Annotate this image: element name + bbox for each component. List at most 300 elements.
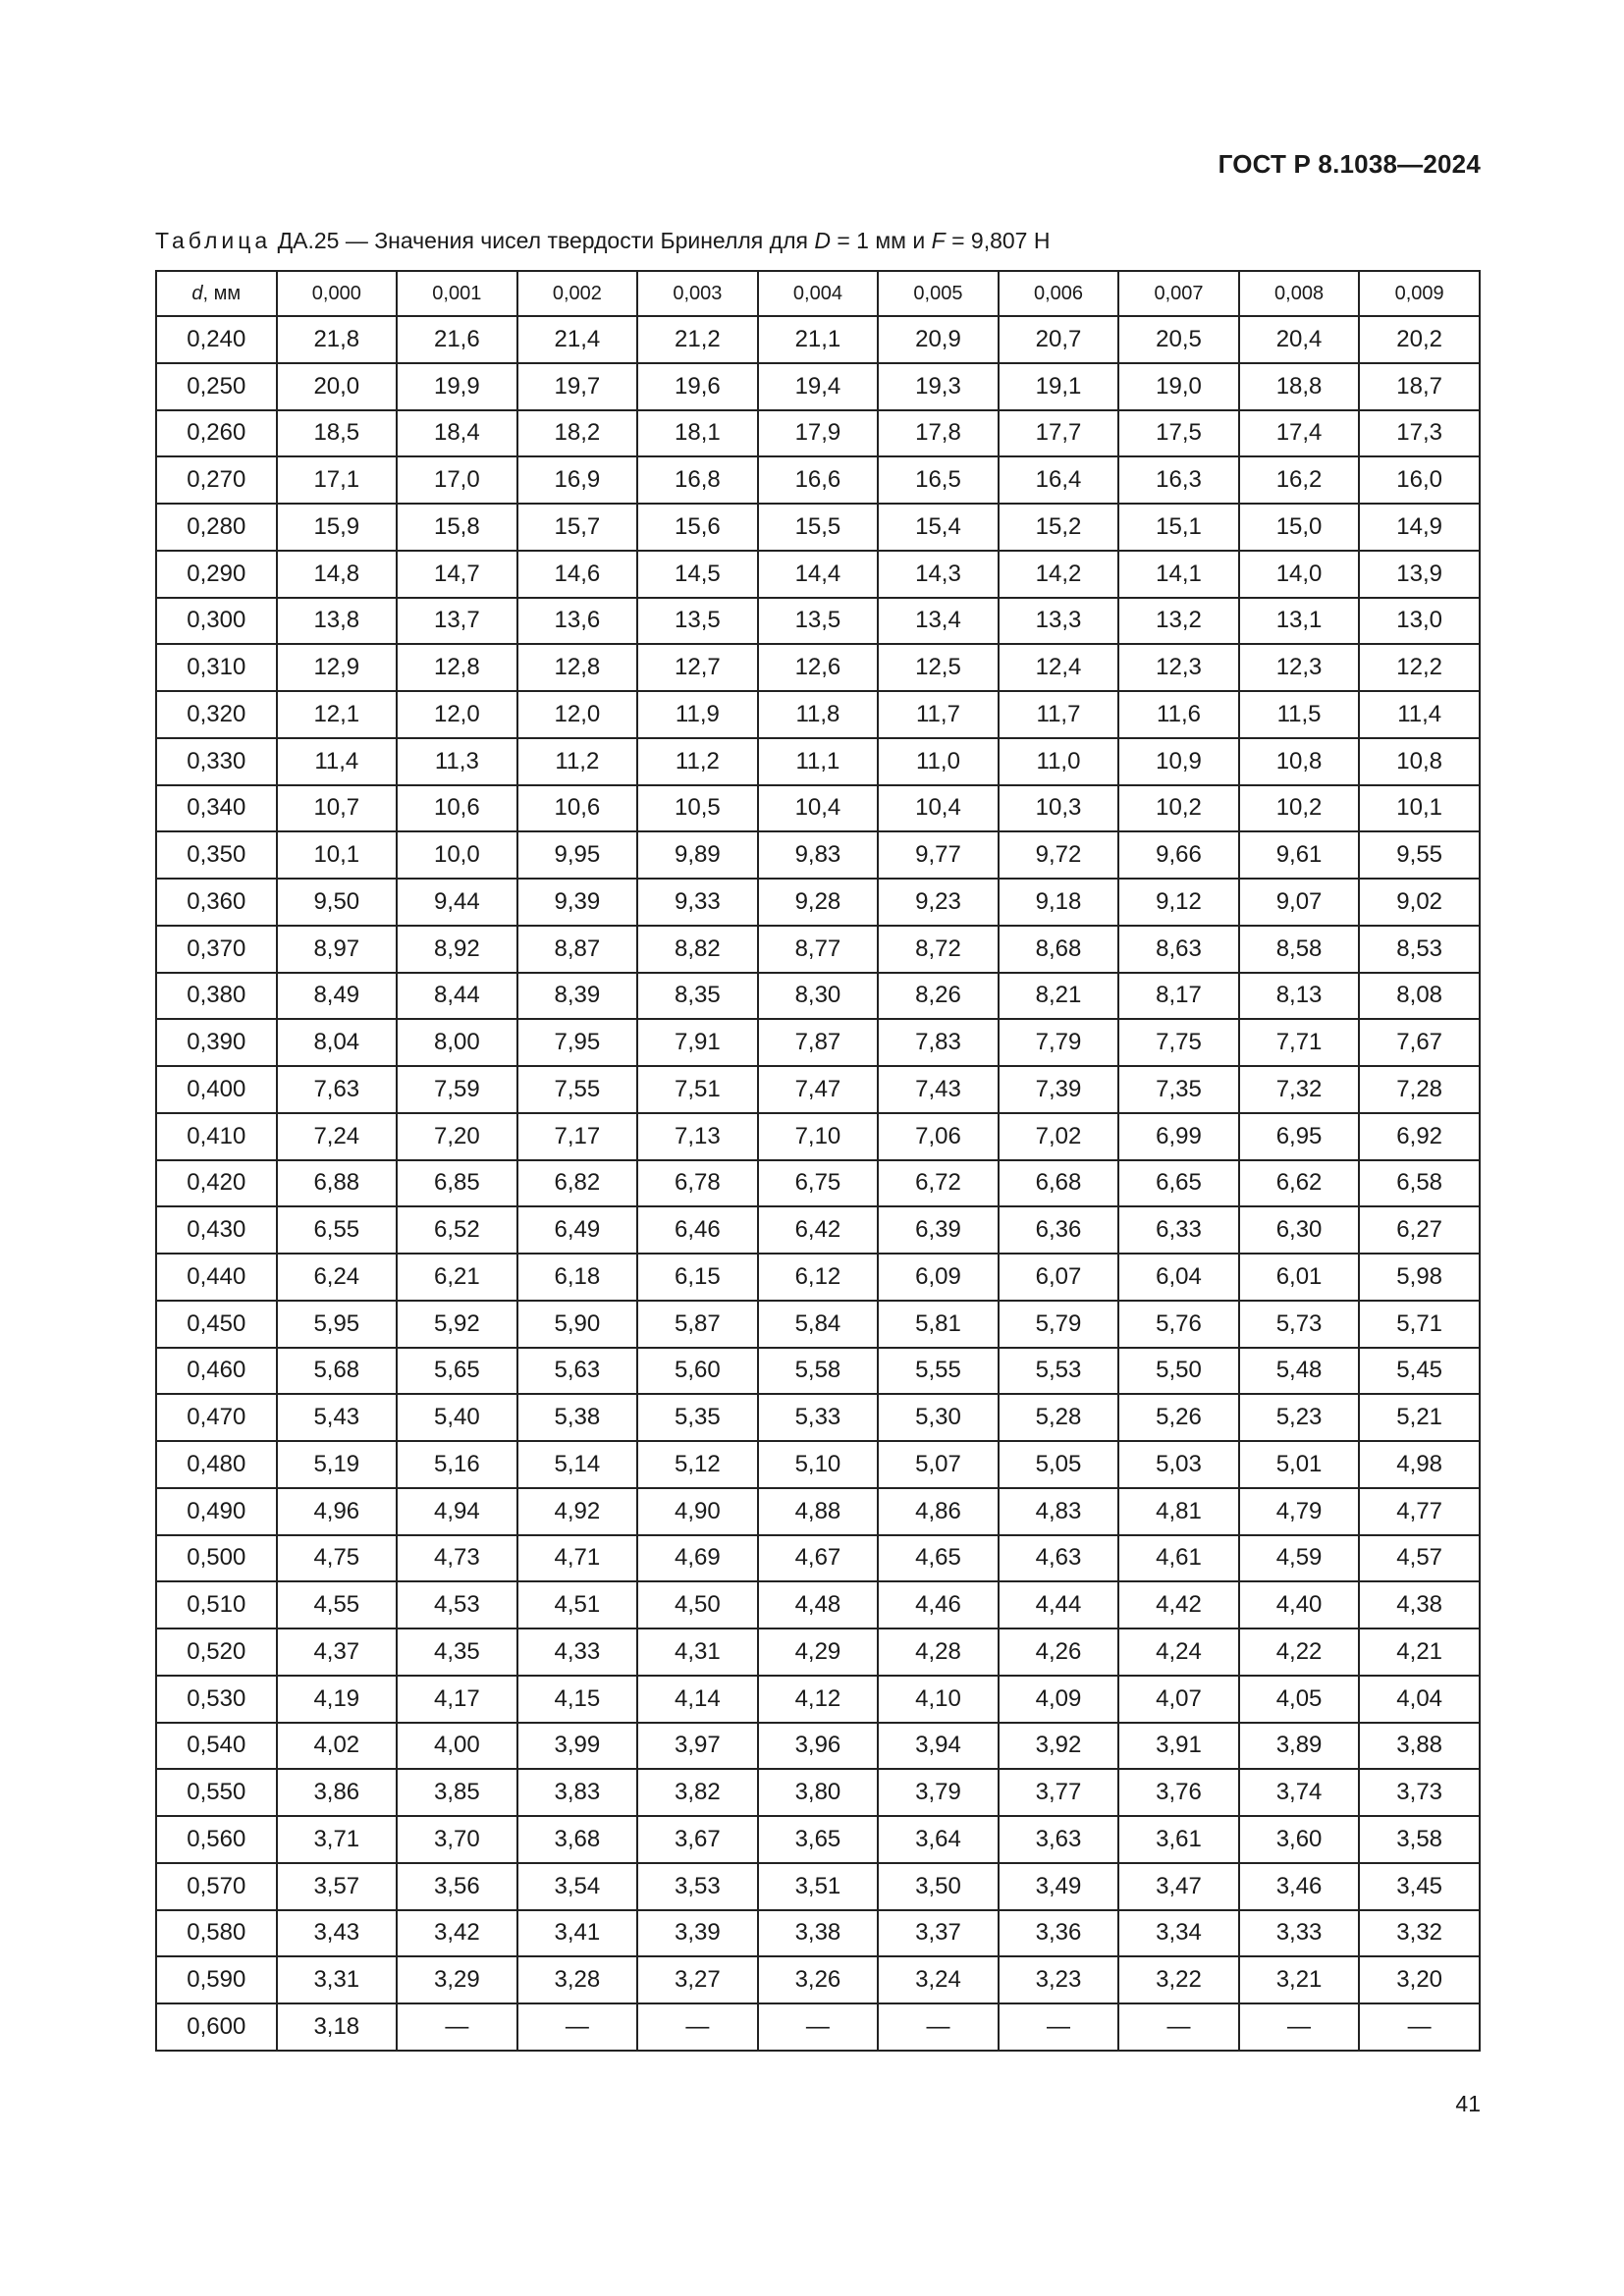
table-row — [156, 1629, 1480, 1676]
hardness-value-cell: 3,57 — [277, 1863, 398, 1910]
hardness-value-cell: 21,1 — [758, 316, 879, 363]
hardness-value-cell: 9,61 — [1239, 831, 1360, 879]
hardness-value-cell: 14,5 — [637, 551, 758, 598]
hardness-value-cell: 12,0 — [397, 691, 517, 738]
hardness-value-cell: 13,4 — [878, 598, 999, 645]
hardness-value-cell: 4,10 — [878, 1676, 999, 1723]
column-header: 0,006 — [999, 271, 1119, 316]
table-row — [156, 598, 1480, 645]
table-row — [156, 1676, 1480, 1723]
row-diameter-cell: 0,600 — [156, 2003, 277, 2051]
table-row — [156, 1394, 1480, 1441]
row-diameter-cell: 0,560 — [156, 1816, 277, 1863]
hardness-value-cell: 11,8 — [758, 691, 879, 738]
header-diameter — [156, 271, 277, 316]
hardness-value-cell: 6,62 — [1239, 1160, 1360, 1207]
hardness-value-cell: 6,68 — [999, 1160, 1119, 1207]
hardness-value-cell: 3,99 — [517, 1723, 638, 1770]
hardness-value-cell: 6,27 — [1359, 1206, 1480, 1254]
hardness-value-cell: 4,38 — [1359, 1581, 1480, 1629]
hardness-value-cell: 14,8 — [277, 551, 398, 598]
hardness-value-cell: 8,35 — [637, 973, 758, 1020]
hardness-value-cell: 3,26 — [758, 1956, 879, 2003]
caption-f-variable: F — [931, 228, 946, 253]
hardness-value-cell: 5,76 — [1118, 1301, 1239, 1348]
hardness-value-cell: 5,84 — [758, 1301, 879, 1348]
hardness-value-cell: 10,0 — [397, 831, 517, 879]
hardness-value-cell: 14,4 — [758, 551, 879, 598]
row-diameter-cell: 0,490 — [156, 1488, 277, 1535]
table-row — [156, 1019, 1480, 1066]
table-row — [156, 1301, 1480, 1348]
column-header: 0,003 — [637, 271, 758, 316]
hardness-value-cell: 7,95 — [517, 1019, 638, 1066]
hardness-value-cell: 3,94 — [878, 1723, 999, 1770]
hardness-value-cell: 9,23 — [878, 879, 999, 926]
hardness-value-cell: 11,9 — [637, 691, 758, 738]
hardness-value-cell: 5,23 — [1239, 1394, 1360, 1441]
hardness-value-cell: 14,7 — [397, 551, 517, 598]
hardness-value-cell: 16,0 — [1359, 456, 1480, 504]
hardness-value-cell: 4,73 — [397, 1535, 517, 1582]
hardness-value-cell: 5,40 — [397, 1394, 517, 1441]
hardness-value-cell: 15,6 — [637, 504, 758, 551]
hardness-value-cell: 12,7 — [637, 644, 758, 691]
hardness-value-cell: 6,78 — [637, 1160, 758, 1207]
hardness-value-cell: 6,85 — [397, 1160, 517, 1207]
hardness-value-cell: 4,07 — [1118, 1676, 1239, 1723]
hardness-value-cell: 19,7 — [517, 363, 638, 410]
hardness-value-cell: 6,52 — [397, 1206, 517, 1254]
hardness-value-cell: 9,28 — [758, 879, 879, 926]
hardness-value-cell: 10,2 — [1118, 785, 1239, 832]
table-row — [156, 1254, 1480, 1301]
hardness-value-cell: 16,8 — [637, 456, 758, 504]
hardness-value-cell: 7,10 — [758, 1113, 879, 1160]
hardness-value-cell: 3,28 — [517, 1956, 638, 2003]
hardness-value-cell: 3,63 — [999, 1816, 1119, 1863]
row-diameter-cell: 0,270 — [156, 456, 277, 504]
hardness-value-cell: 8,68 — [999, 926, 1119, 973]
hardness-value-cell: 5,68 — [277, 1348, 398, 1395]
hardness-value-cell: 12,2 — [1359, 644, 1480, 691]
hardness-value-cell: 8,13 — [1239, 973, 1360, 1020]
hardness-value-cell: 7,59 — [397, 1066, 517, 1113]
hardness-value-cell: 10,5 — [637, 785, 758, 832]
row-diameter-cell: 0,530 — [156, 1676, 277, 1723]
hardness-value-cell: 3,43 — [277, 1910, 398, 1957]
hardness-value-cell: 3,56 — [397, 1863, 517, 1910]
hardness-value-cell: 7,28 — [1359, 1066, 1480, 1113]
hardness-value-cell: 13,3 — [999, 598, 1119, 645]
hardness-value-cell: 7,67 — [1359, 1019, 1480, 1066]
hardness-value-cell: 3,33 — [1239, 1910, 1360, 1957]
hardness-value-cell: 6,36 — [999, 1206, 1119, 1254]
table-row — [156, 1206, 1480, 1254]
hardness-value-cell: 13,9 — [1359, 551, 1480, 598]
hardness-value-cell: 11,7 — [999, 691, 1119, 738]
hardness-value-cell: 6,49 — [517, 1206, 638, 1254]
hardness-value-cell: 7,47 — [758, 1066, 879, 1113]
hardness-value-cell: 10,1 — [1359, 785, 1480, 832]
hardness-value-cell: 12,4 — [999, 644, 1119, 691]
hardness-value-cell: 4,61 — [1118, 1535, 1239, 1582]
row-diameter-cell: 0,290 — [156, 551, 277, 598]
hardness-value-cell: 4,09 — [999, 1676, 1119, 1723]
hardness-value-cell: 18,5 — [277, 410, 398, 457]
hardness-value-cell: 3,92 — [999, 1723, 1119, 1770]
table-row — [156, 551, 1480, 598]
table-row — [156, 1488, 1480, 1535]
hardness-value-cell: 7,55 — [517, 1066, 638, 1113]
hardness-value-cell: 3,86 — [277, 1769, 398, 1816]
hardness-value-cell: 11,3 — [397, 738, 517, 785]
hardness-value-cell: 15,2 — [999, 504, 1119, 551]
hardness-value-cell: 3,85 — [397, 1769, 517, 1816]
hardness-value-cell: 14,6 — [517, 551, 638, 598]
hardness-value-cell: 4,37 — [277, 1629, 398, 1676]
hardness-value-cell: 15,4 — [878, 504, 999, 551]
column-header: 0,002 — [517, 271, 638, 316]
hardness-value-cell: 5,81 — [878, 1301, 999, 1348]
table-row — [156, 1910, 1480, 1957]
hardness-value-cell: 7,51 — [637, 1066, 758, 1113]
hardness-value-cell: 3,80 — [758, 1769, 879, 1816]
hardness-value-cell: 9,02 — [1359, 879, 1480, 926]
hardness-value-cell: 11,0 — [999, 738, 1119, 785]
hardness-value-cell: 7,79 — [999, 1019, 1119, 1066]
hardness-value-cell: 17,9 — [758, 410, 879, 457]
hardness-value-cell: 4,55 — [277, 1581, 398, 1629]
hardness-value-cell: 4,86 — [878, 1488, 999, 1535]
hardness-value-cell: 4,79 — [1239, 1488, 1360, 1535]
hardness-value-cell: 6,18 — [517, 1254, 638, 1301]
hardness-value-cell: 3,96 — [758, 1723, 879, 1770]
table-row — [156, 1535, 1480, 1582]
row-diameter-cell: 0,510 — [156, 1581, 277, 1629]
document-standard-header: ГОСТ Р 8.1038—2024 — [1218, 149, 1481, 179]
hardness-value-cell: 3,24 — [878, 1956, 999, 2003]
row-diameter-cell: 0,430 — [156, 1206, 277, 1254]
table-header-row — [156, 271, 1480, 316]
hardness-value-cell: 18,8 — [1239, 363, 1360, 410]
hardness-value-cell: 4,02 — [277, 1723, 398, 1770]
hardness-value-cell: 15,7 — [517, 504, 638, 551]
hardness-value-cell: 4,75 — [277, 1535, 398, 1582]
hardness-value-cell: 14,3 — [878, 551, 999, 598]
hardness-value-cell: 16,9 — [517, 456, 638, 504]
hardness-value-cell: 11,2 — [517, 738, 638, 785]
hardness-value-cell: 20,0 — [277, 363, 398, 410]
hardness-value-cell: 5,19 — [277, 1441, 398, 1488]
hardness-value-cell: 5,58 — [758, 1348, 879, 1395]
hardness-value-cell: 8,72 — [878, 926, 999, 973]
hardness-value-cell: 5,95 — [277, 1301, 398, 1348]
hardness-value-cell: 4,15 — [517, 1676, 638, 1723]
hardness-value-cell: 5,05 — [999, 1441, 1119, 1488]
hardness-value-cell: 13,0 — [1359, 598, 1480, 645]
column-header: 0,001 — [397, 271, 517, 316]
caption-d-equation: = 1 мм и — [837, 228, 926, 253]
row-diameter-cell: 0,540 — [156, 1723, 277, 1770]
hardness-value-cell: 9,44 — [397, 879, 517, 926]
hardness-value-cell: 3,64 — [878, 1816, 999, 1863]
hardness-value-cell: 12,5 — [878, 644, 999, 691]
hardness-value-cell: 4,90 — [637, 1488, 758, 1535]
hardness-value-cell: 3,37 — [878, 1910, 999, 1957]
table-row — [156, 363, 1480, 410]
hardness-value-cell: 8,30 — [758, 973, 879, 1020]
hardness-value-cell: 3,54 — [517, 1863, 638, 1910]
hardness-value-cell: 10,7 — [277, 785, 398, 832]
hardness-value-cell: 4,65 — [878, 1535, 999, 1582]
hardness-value-cell: 7,75 — [1118, 1019, 1239, 1066]
table-row — [156, 1723, 1480, 1770]
column-header: 0,008 — [1239, 271, 1360, 316]
hardness-value-cell: 13,2 — [1118, 598, 1239, 645]
hardness-value-cell: 7,63 — [277, 1066, 398, 1113]
hardness-value-cell: 5,90 — [517, 1301, 638, 1348]
hardness-value-cell: 3,68 — [517, 1816, 638, 1863]
hardness-value-cell: 20,2 — [1359, 316, 1480, 363]
hardness-value-cell: 17,0 — [397, 456, 517, 504]
hardness-value-cell: 3,32 — [1359, 1910, 1480, 1957]
hardness-value-cell: 4,21 — [1359, 1629, 1480, 1676]
hardness-value-cell: 4,04 — [1359, 1676, 1480, 1723]
header-diameter-unit: , мм — [202, 282, 242, 304]
hardness-value-cell: 12,8 — [517, 644, 638, 691]
hardness-value-cell: 6,82 — [517, 1160, 638, 1207]
hardness-value-cell: 4,33 — [517, 1629, 638, 1676]
caption-d-variable: D — [814, 228, 831, 253]
hardness-value-cell: 8,63 — [1118, 926, 1239, 973]
hardness-value-cell: 4,83 — [999, 1488, 1119, 1535]
hardness-value-cell: 5,01 — [1239, 1441, 1360, 1488]
hardness-value-cell: 5,63 — [517, 1348, 638, 1395]
hardness-value-cell: 4,98 — [1359, 1441, 1480, 1488]
table-row — [156, 456, 1480, 504]
row-diameter-cell: 0,350 — [156, 831, 277, 879]
hardness-value-cell: 14,9 — [1359, 504, 1480, 551]
hardness-value-cell: 15,8 — [397, 504, 517, 551]
hardness-value-cell: 13,6 — [517, 598, 638, 645]
hardness-value-cell: 19,4 — [758, 363, 879, 410]
hardness-value-cell: 9,83 — [758, 831, 879, 879]
hardness-value-cell: 5,87 — [637, 1301, 758, 1348]
hardness-value-cell: 11,4 — [1359, 691, 1480, 738]
hardness-value-cell: — — [517, 2003, 638, 2051]
hardness-value-cell: 5,33 — [758, 1394, 879, 1441]
hardness-value-cell: 9,95 — [517, 831, 638, 879]
hardness-value-cell: 8,53 — [1359, 926, 1480, 973]
hardness-value-cell: 20,9 — [878, 316, 999, 363]
hardness-value-cell: 9,39 — [517, 879, 638, 926]
hardness-value-cell: 4,63 — [999, 1535, 1119, 1582]
table-row — [156, 1863, 1480, 1910]
hardness-value-cell: 6,39 — [878, 1206, 999, 1254]
hardness-value-cell: 8,44 — [397, 973, 517, 1020]
hardness-value-cell: 7,39 — [999, 1066, 1119, 1113]
row-diameter-cell: 0,340 — [156, 785, 277, 832]
hardness-value-cell: 5,21 — [1359, 1394, 1480, 1441]
hardness-value-cell: 4,46 — [878, 1581, 999, 1629]
hardness-value-cell: 14,1 — [1118, 551, 1239, 598]
row-diameter-cell: 0,370 — [156, 926, 277, 973]
hardness-value-cell: — — [1239, 2003, 1360, 2051]
caption-text: — Значения чисел твердости Бринелля для — [345, 228, 808, 253]
hardness-value-cell: 3,22 — [1118, 1956, 1239, 2003]
caption-f-equation: = 9,807 Н — [951, 228, 1051, 253]
hardness-value-cell: 6,58 — [1359, 1160, 1480, 1207]
row-diameter-cell: 0,240 — [156, 316, 277, 363]
hardness-value-cell: 7,43 — [878, 1066, 999, 1113]
hardness-value-cell: 4,48 — [758, 1581, 879, 1629]
hardness-value-cell: 13,8 — [277, 598, 398, 645]
hardness-value-cell: 10,8 — [1359, 738, 1480, 785]
table-row — [156, 504, 1480, 551]
hardness-value-cell: 4,40 — [1239, 1581, 1360, 1629]
column-header: 0,009 — [1359, 271, 1480, 316]
hardness-value-cell: 4,24 — [1118, 1629, 1239, 1676]
hardness-value-cell: 3,60 — [1239, 1816, 1360, 1863]
hardness-value-cell: 7,71 — [1239, 1019, 1360, 1066]
hardness-value-cell: 5,71 — [1359, 1301, 1480, 1348]
hardness-value-cell: 3,23 — [999, 1956, 1119, 2003]
page-number: 41 — [1455, 2091, 1481, 2116]
hardness-value-cell: 19,0 — [1118, 363, 1239, 410]
hardness-value-cell: 21,2 — [637, 316, 758, 363]
hardness-value-cell: 9,55 — [1359, 831, 1480, 879]
hardness-value-cell: 19,9 — [397, 363, 517, 410]
hardness-value-cell: 11,4 — [277, 738, 398, 785]
hardness-value-cell: 18,1 — [637, 410, 758, 457]
hardness-value-cell: 6,46 — [637, 1206, 758, 1254]
hardness-value-cell: 11,2 — [637, 738, 758, 785]
hardness-value-cell: 10,4 — [878, 785, 999, 832]
hardness-value-cell: 11,7 — [878, 691, 999, 738]
hardness-value-cell: 3,71 — [277, 1816, 398, 1863]
hardness-value-cell: 17,7 — [999, 410, 1119, 457]
table-row — [156, 738, 1480, 785]
hardness-value-cell: 4,96 — [277, 1488, 398, 1535]
hardness-value-cell: 4,14 — [637, 1676, 758, 1723]
hardness-value-cell: 4,44 — [999, 1581, 1119, 1629]
hardness-value-cell: 4,59 — [1239, 1535, 1360, 1582]
caption-id: ДА.25 — [277, 228, 340, 253]
hardness-value-cell: — — [1118, 2003, 1239, 2051]
hardness-value-cell: 7,87 — [758, 1019, 879, 1066]
hardness-value-cell: 13,5 — [637, 598, 758, 645]
hardness-value-cell: 3,79 — [878, 1769, 999, 1816]
row-diameter-cell: 0,440 — [156, 1254, 277, 1301]
hardness-value-cell: 8,26 — [878, 973, 999, 1020]
hardness-value-cell: 3,39 — [637, 1910, 758, 1957]
table-row — [156, 879, 1480, 926]
hardness-value-cell: 10,1 — [277, 831, 398, 879]
table-row — [156, 644, 1480, 691]
hardness-value-cell: 5,12 — [637, 1441, 758, 1488]
brinell-hardness-table — [155, 270, 1481, 2052]
hardness-value-cell: 3,42 — [397, 1910, 517, 1957]
column-header: 0,000 — [277, 271, 398, 316]
hardness-value-cell: 5,55 — [878, 1348, 999, 1395]
hardness-value-cell: 8,04 — [277, 1019, 398, 1066]
hardness-value-cell: 6,42 — [758, 1206, 879, 1254]
hardness-value-cell: 4,05 — [1239, 1676, 1360, 1723]
hardness-value-cell: 6,21 — [397, 1254, 517, 1301]
hardness-value-cell: 8,77 — [758, 926, 879, 973]
hardness-value-cell: 21,6 — [397, 316, 517, 363]
hardness-value-cell: 10,3 — [999, 785, 1119, 832]
row-diameter-cell: 0,570 — [156, 1863, 277, 1910]
hardness-value-cell: 10,6 — [397, 785, 517, 832]
hardness-value-cell: 7,06 — [878, 1113, 999, 1160]
hardness-value-cell: 6,30 — [1239, 1206, 1360, 1254]
hardness-value-cell: 3,77 — [999, 1769, 1119, 1816]
hardness-value-cell: 9,66 — [1118, 831, 1239, 879]
hardness-value-cell: 6,33 — [1118, 1206, 1239, 1254]
hardness-value-cell: 7,83 — [878, 1019, 999, 1066]
hardness-value-cell: 5,30 — [878, 1394, 999, 1441]
table-row — [156, 831, 1480, 879]
hardness-value-cell: 5,14 — [517, 1441, 638, 1488]
hardness-value-cell: 3,41 — [517, 1910, 638, 1957]
hardness-value-cell: 3,89 — [1239, 1723, 1360, 1770]
hardness-value-cell: 4,31 — [637, 1629, 758, 1676]
row-diameter-cell: 0,590 — [156, 1956, 277, 2003]
hardness-value-cell: 14,2 — [999, 551, 1119, 598]
hardness-value-cell: 3,83 — [517, 1769, 638, 1816]
hardness-value-cell: 5,45 — [1359, 1348, 1480, 1395]
hardness-value-cell: — — [1359, 2003, 1480, 2051]
hardness-value-cell: 4,22 — [1239, 1629, 1360, 1676]
row-diameter-cell: 0,420 — [156, 1160, 277, 1207]
table-caption — [155, 228, 1050, 254]
hardness-value-cell: 5,60 — [637, 1348, 758, 1395]
hardness-value-cell: 3,34 — [1118, 1910, 1239, 1957]
hardness-value-cell: 4,35 — [397, 1629, 517, 1676]
row-diameter-cell: 0,310 — [156, 644, 277, 691]
hardness-value-cell: 4,88 — [758, 1488, 879, 1535]
hardness-value-cell: 13,7 — [397, 598, 517, 645]
column-header: 0,005 — [878, 271, 999, 316]
hardness-value-cell: 10,4 — [758, 785, 879, 832]
hardness-value-cell: 6,15 — [637, 1254, 758, 1301]
hardness-value-cell: 21,4 — [517, 316, 638, 363]
table-row — [156, 1581, 1480, 1629]
hardness-value-cell: 5,92 — [397, 1301, 517, 1348]
hardness-value-cell: 13,5 — [758, 598, 879, 645]
hardness-value-cell: 6,75 — [758, 1160, 879, 1207]
hardness-value-cell: 3,45 — [1359, 1863, 1480, 1910]
table-row — [156, 1066, 1480, 1113]
table-row — [156, 1956, 1480, 2003]
row-diameter-cell: 0,320 — [156, 691, 277, 738]
hardness-value-cell: 8,21 — [999, 973, 1119, 1020]
row-diameter-cell: 0,410 — [156, 1113, 277, 1160]
hardness-value-cell: 12,6 — [758, 644, 879, 691]
hardness-value-cell: 21,8 — [277, 316, 398, 363]
hardness-value-cell: 8,82 — [637, 926, 758, 973]
hardness-value-cell: 8,58 — [1239, 926, 1360, 973]
hardness-value-cell: 4,51 — [517, 1581, 638, 1629]
hardness-value-cell: 17,4 — [1239, 410, 1360, 457]
hardness-value-cell: 15,5 — [758, 504, 879, 551]
hardness-value-cell: 3,76 — [1118, 1769, 1239, 1816]
hardness-value-cell: 5,48 — [1239, 1348, 1360, 1395]
row-diameter-cell: 0,380 — [156, 973, 277, 1020]
hardness-value-cell: 3,73 — [1359, 1769, 1480, 1816]
